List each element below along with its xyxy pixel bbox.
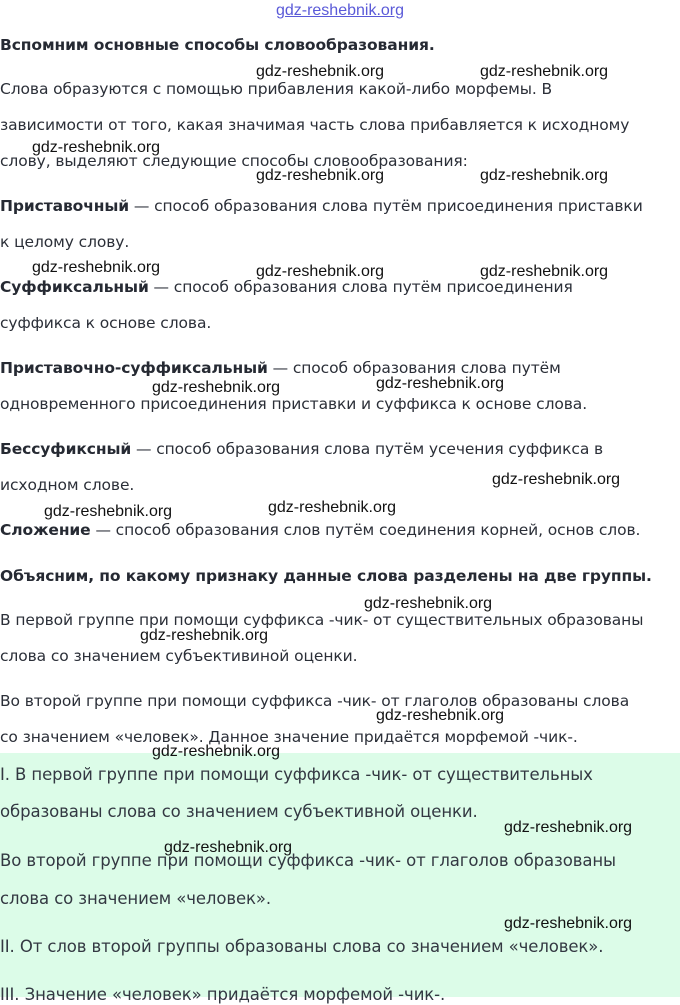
method-compounding: Сложение — способ образования слов путём соединения корней, основ слов.	[0, 521, 641, 539]
method-term: Приставочно-суффиксальный	[0, 359, 268, 377]
answer-line: слова со значением «человек».	[0, 889, 272, 908]
explanation-line: Во второй группе при помощи суффикса -чик- от глаголов образованы слова	[0, 692, 630, 710]
method-term: Сложение	[0, 521, 91, 539]
method-prefix-suffix: Приставочно-суффиксальный — способ образования слова путём	[0, 359, 561, 377]
site-header-link[interactable]: gdz-reshebnik.org	[275, 2, 405, 19]
watermark: gdz-reshebnik.org	[480, 263, 609, 280]
answer-box	[0, 753, 680, 997]
explanation-line: В первой группе при помощи суффикса -чик- от существительных образованы	[0, 611, 644, 629]
answer-line: II. От слов второй группы образованы слова со значением «человек».	[0, 937, 604, 956]
watermark: gdz-reshebnik.org	[32, 139, 161, 156]
section-title: Вспомним основные способы словообразования.	[0, 36, 435, 54]
answer-line: III. Значение «человек» придаётся морфемой -чик-.	[0, 985, 446, 1004]
watermark: gdz-reshebnik.org	[256, 263, 385, 280]
watermark: gdz-reshebnik.org	[504, 819, 633, 836]
watermark: gdz-reshebnik.org	[480, 167, 609, 184]
watermark: gdz-reshebnik.org	[152, 743, 281, 760]
watermark: gdz-reshebnik.org	[492, 471, 621, 488]
watermark: gdz-reshebnik.org	[256, 63, 385, 80]
method-term: Приставочный	[0, 197, 130, 215]
watermark: gdz-reshebnik.org	[164, 839, 293, 856]
method-prefix-suffix-cont: одновременного присоединения приставки и суффикса к основе слова.	[0, 395, 588, 413]
explanation-line: слова со значением субъективиной оценки.	[0, 647, 358, 665]
method-term: Суффиксальный	[0, 278, 149, 296]
explanation-line: со значением «человек». Данное значение придаётся морфемой -чик-.	[0, 728, 578, 746]
method-prefix-cont: к целому слову.	[0, 233, 130, 251]
watermark: gdz-reshebnik.org	[376, 375, 505, 392]
method-term: Бессуфиксный	[0, 440, 132, 458]
method-suffix: Суффиксальный — способ образования слова путём присоединения	[0, 278, 573, 296]
answer-line: образованы слова со значением субъективной оценки.	[0, 802, 478, 821]
method-nonsuffix-cont: исходном слове.	[0, 476, 135, 494]
method-suffix-cont: суффикса к основе слова.	[0, 314, 212, 332]
watermark: gdz-reshebnik.org	[268, 499, 397, 516]
answer-line: Во второй группе при помощи суффикса -чик- от глаголов образованы	[0, 851, 616, 870]
method-nonsuffix: Бессуфиксный — способ образования слова путём усечения суффикса в	[0, 440, 604, 458]
intro-line-2: зависимости от того, какая значимая часть слова прибавляется к исходному	[0, 116, 630, 134]
watermark: gdz-reshebnik.org	[140, 627, 269, 644]
watermark: gdz-reshebnik.org	[480, 63, 609, 80]
watermark: gdz-reshebnik.org	[44, 503, 173, 520]
watermark: gdz-reshebnik.org	[32, 259, 161, 276]
watermark: gdz-reshebnik.org	[152, 379, 281, 396]
method-prefix: Приставочный — способ образования слова путём присоединения приставки	[0, 197, 643, 215]
watermark: gdz-reshebnik.org	[376, 707, 505, 724]
watermark: gdz-reshebnik.org	[364, 595, 493, 612]
explain-title: Объясним, по какому признаку данные слова разделены на две группы.	[0, 567, 652, 585]
watermark: gdz-reshebnik.org	[504, 915, 633, 932]
answer-line: I. В первой группе при помощи суффикса -чик- от существительных	[0, 765, 593, 784]
watermark: gdz-reshebnik.org	[256, 167, 385, 184]
intro-line-1: Слова образуются с помощью прибавления какой-либо морфемы. В	[0, 80, 553, 98]
intro-line-3: слову, выделяют следующие способы словообразования:	[0, 152, 468, 170]
